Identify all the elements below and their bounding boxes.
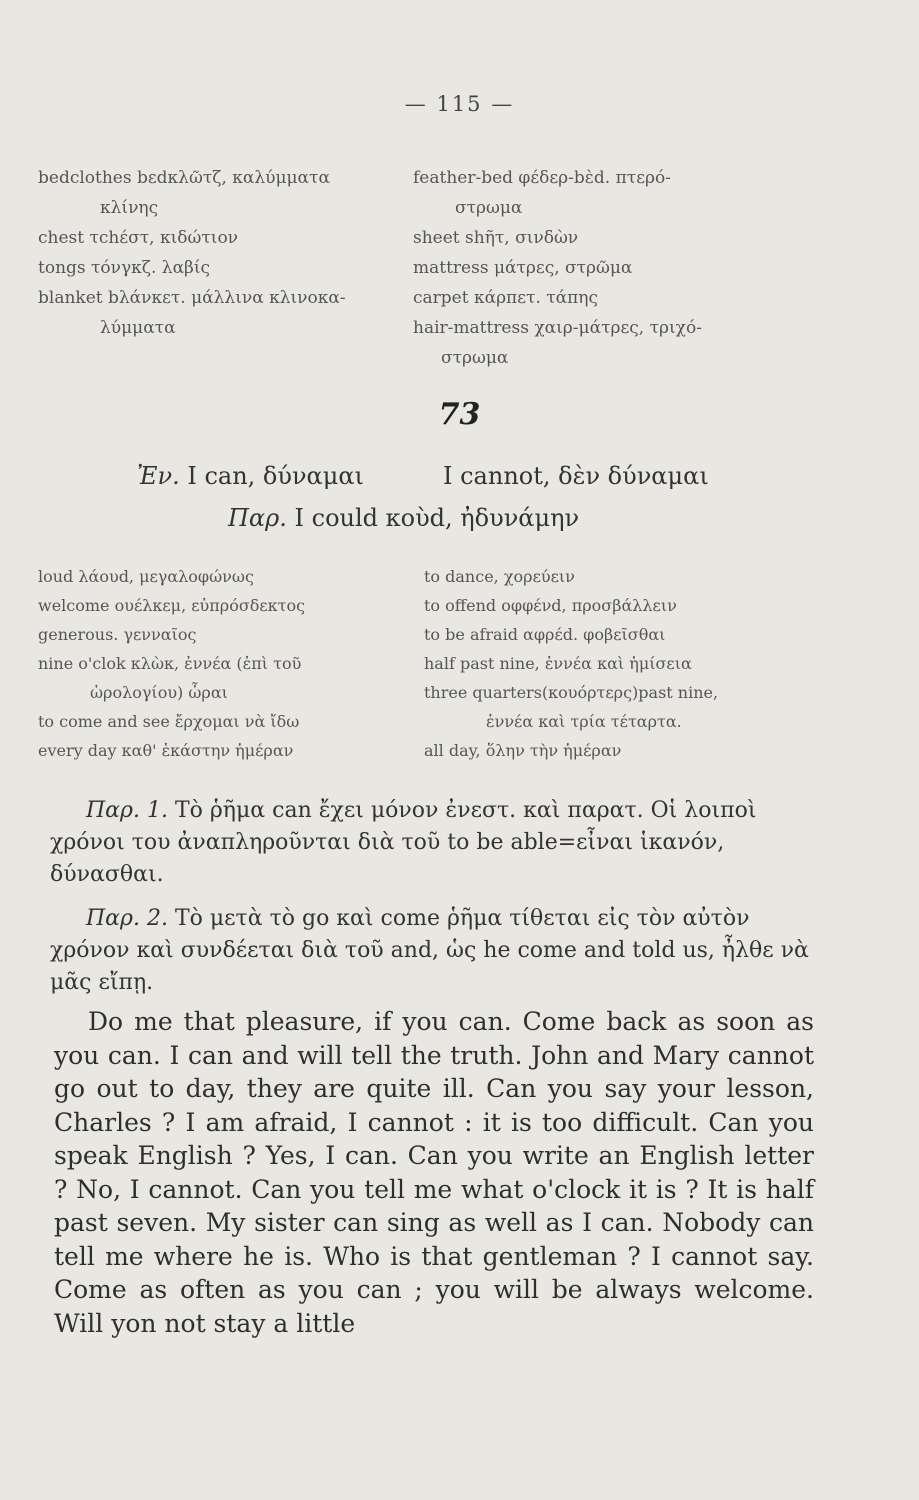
- vocab-top-right-column: [413, 163, 813, 373]
- vocab-entry: loud λάουd, μεγαλοφώνως: [38, 567, 254, 586]
- vocab-mid-left-column: [38, 562, 398, 765]
- exercise-paragraph: Do me that pleasure, if you can. Come back as soon as you can. I can and will tell the truth. John and Mary cannot go out to day, they are quite ill. Can you say your lesson, Charles ? I am afraid, I cannot : it is too difficult. Can you speak English ? Yes, I can. Can you write an English letter ? No, I cannot. Can you tell me what o'clock it is ? It is half past seven. My sister can sing as well as I can. Nobody can tell me where he is. Who is that gentleman ? I cannot say. Come as often as you can ; you will be always welcome. Will yon not stay a little: [54, 1007, 814, 1338]
- vocab-entry: all day, ὅλην τὴν ἡμέραν: [424, 741, 622, 760]
- vocab-entry: to offend οφφένd, προσβάλλειν: [424, 596, 677, 615]
- observation-label: Παρ. 1.: [86, 798, 168, 823]
- conjugation-present-negative: [443, 462, 709, 490]
- conjugation-past: [228, 504, 579, 532]
- vocab-entry: to be afraid αφρέd. φοβεῖσθαι: [424, 625, 666, 644]
- conjugation-present: [137, 462, 364, 490]
- vocab-entry: bedclothes bεdκλῶτζ, καλύμματα: [38, 168, 330, 188]
- vocab-entry-continuation: ὡρολογίου) ὧραι: [90, 683, 228, 702]
- vocab-entry: sheet shῆτ, σινδὼν: [413, 228, 579, 248]
- vocab-entry-continuation: στρωμα: [441, 348, 509, 368]
- past-tense-label: Παρ.: [228, 504, 287, 532]
- vocab-entry: three quarters(κουόρτερς)past nine,: [424, 683, 719, 702]
- vocab-entry: feather-bed φέδερ-bὲd. πτερό-: [413, 168, 671, 188]
- vocab-entry: hair-mattress χαιρ-μάτρες, τριχό-: [413, 318, 702, 338]
- vocab-entry: mattress μάτρες, στρῶμα: [413, 258, 633, 278]
- vocab-entry: carpet κάρπετ. τάπης: [413, 288, 599, 308]
- present-affirmative: I can, δύναμαι: [187, 462, 364, 490]
- lesson-number: 73: [438, 397, 481, 432]
- vocab-entry: generous. γενναῖος: [38, 625, 197, 644]
- vocab-top-left-column: [38, 163, 398, 343]
- vocab-mid-right-column: [424, 562, 819, 765]
- vocab-entry: to come and see ἔρχομαι νὰ ἴδω: [38, 712, 300, 731]
- vocab-entry-continuation: λύμματα: [100, 318, 176, 338]
- observation-label: Παρ. 2.: [86, 906, 168, 931]
- observation-1: [50, 795, 812, 891]
- past-form: I could κοὺd, ἠδυνάμην: [294, 504, 580, 532]
- vocab-entry-continuation: κλίνης: [100, 198, 159, 218]
- vocab-entry-continuation: ἐννέα καὶ τρία τέταρτα.: [486, 712, 682, 731]
- vocab-entry: blanket bλάνκετ. μάλλινα κλινοκα-: [38, 288, 346, 308]
- vocab-entry: half past nine, ἐννέα καὶ ἡμίσεια: [424, 654, 692, 673]
- observation-text: Τὸ ῥῆμα can ἔχει μόνον ἐνεστ. καὶ παρατ. Οἱ λοιποὶ χρόνοι του ἀναπληροῦνται διὰ τοῦ to be able=εἶναι ἱκανόν, δύνασθαι.: [50, 798, 757, 887]
- vocab-entry: to dance, χορεύειν: [424, 567, 575, 586]
- vocab-entry: welcome ουέλκεμ, εὐπρόσδεκτος: [38, 596, 306, 615]
- vocab-entry-continuation: στρωμα: [455, 198, 523, 218]
- present-negative: I cannot, δὲν δύναμαι: [443, 462, 709, 490]
- vocab-entry: tongs τόνγκζ. λαβίς: [38, 258, 211, 278]
- vocab-entry: every day καθ' ἑκάστην ἡμέραν: [38, 741, 294, 760]
- observation-2: [50, 903, 812, 999]
- observation-text: Τὸ μετὰ τὸ go καὶ come ῥῆμα τίθεται εἰς τὸν αὐτὸν χρόνον καὶ συνδέεται διὰ τοῦ and, ὡς he come and told us, ἦλθε νὰ μᾶς εἴπῃ.: [50, 906, 809, 995]
- vocab-entry: nine o'clok κλὼκ, ἐννέα (ἐπὶ τοῦ: [38, 654, 302, 673]
- present-tense-label: Ἐν.: [137, 462, 180, 490]
- vocab-entry: chest τchέστ, κιδώτιον: [38, 228, 239, 248]
- page-number: — 115 —: [404, 92, 515, 116]
